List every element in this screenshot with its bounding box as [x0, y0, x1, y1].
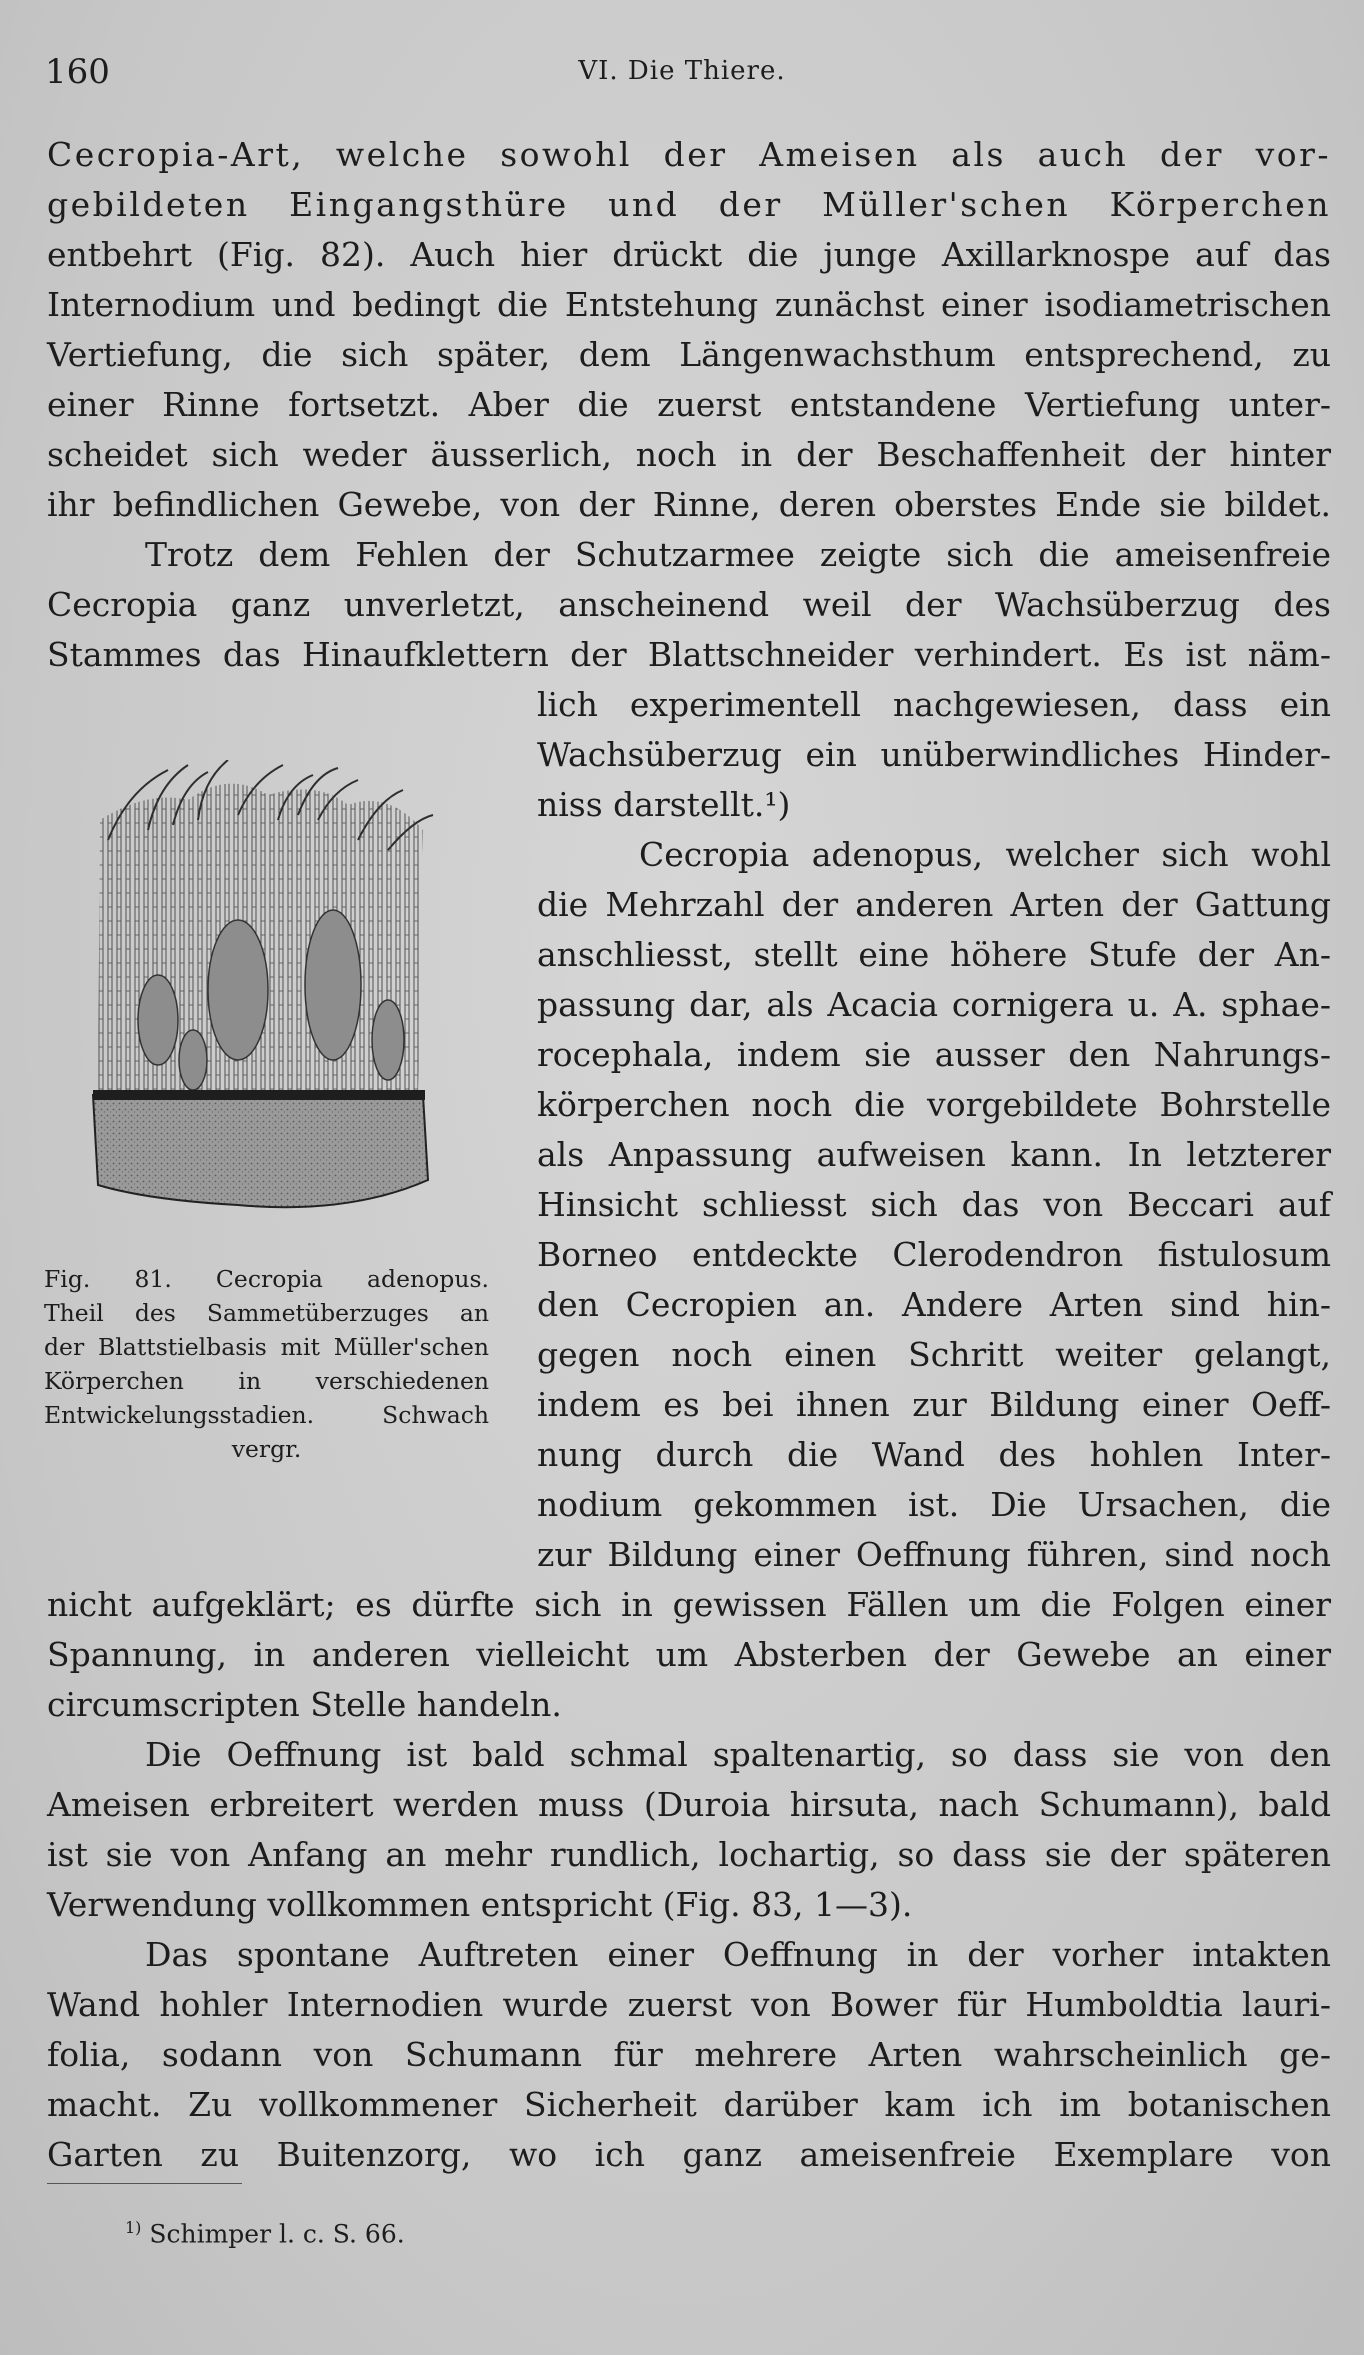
text-line: zur Bildung einer Oeffnung führen, sind noch — [537, 1535, 1331, 1574]
text-line: nung durch die Wand des hohlen Inter- — [537, 1435, 1331, 1474]
text-line: Hinsicht schliesst sich das von Beccari auf — [537, 1185, 1331, 1224]
text-line: den Cecropien an. Andere Arten sind hin- — [537, 1285, 1331, 1324]
footnote — [125, 2218, 405, 2248]
text-line: körperchen noch die vorgebildete Bohrstelle — [537, 1085, 1331, 1124]
text-line: Vertiefung, die sich später, dem Längenwachsthum entsprechend, zu — [47, 335, 1331, 374]
text-line: Das spontane Auftreten einer Oeffnung in der vorher intakten — [145, 1935, 1331, 1974]
text-line: gegen noch einen Schritt weiter gelangt, — [537, 1335, 1331, 1374]
text-line: gebildeten Eingangsthüre und der Müller'schen Körperchen — [47, 185, 1331, 224]
figure-caption-line: Körperchen in verschiedenen — [44, 1367, 489, 1395]
text-line: folia, sodann von Schumann für mehrere Arten wahrscheinlich ge- — [47, 2035, 1331, 2074]
text-line: ist sie von Anfang an mehr rundlich, lochartig, so dass sie der späteren — [47, 1835, 1331, 1874]
text-line: Stammes das Hinaufklettern der Blattschneider verhindert. Es ist näm- — [47, 635, 1331, 674]
text-line: Wachsüberzug ein unüberwindliches Hinder- — [537, 735, 1331, 774]
text-line: Die Oeffnung ist bald schmal spaltenartig, so dass sie von den — [145, 1735, 1331, 1774]
footnote-divider — [47, 2183, 242, 2184]
figure-caption-line: Entwickelungsstadien. Schwach — [44, 1401, 489, 1429]
text-line: nodium gekommen ist. Die Ursachen, die — [537, 1485, 1331, 1524]
text-line: nicht aufgeklärt; es dürfte sich in gewissen Fällen um die Folgen einer — [47, 1585, 1331, 1624]
text-line: anschliesst, stellt eine höhere Stufe der An- — [537, 935, 1331, 974]
text-line: lich experimentell nachgewiesen, dass ein — [537, 685, 1331, 724]
figure-illustration — [88, 760, 488, 1235]
text-line: rocephala, indem sie ausser den Nahrungs- — [537, 1035, 1331, 1074]
figure-caption-line: der Blattstielbasis mit Müller'schen — [44, 1333, 489, 1361]
text-line: Spannung, in anderen vielleicht um Absterben der Gewebe an einer — [47, 1635, 1331, 1674]
text-line: als Anpassung aufweisen kann. In letzterer — [537, 1135, 1331, 1174]
text-line: Verwendung vollkommen entspricht (Fig. 83, 1—3). — [47, 1885, 913, 1924]
text-line: Trotz dem Fehlen der Schutzarmee zeigte sich die ameisenfreie — [145, 535, 1331, 574]
text-line: passung dar, als Acacia cornigera u. A. sphae- — [537, 985, 1331, 1024]
text-line: einer Rinne fortsetzt. Aber die zuerst entstandene Vertiefung unter- — [47, 385, 1331, 424]
text-line: Wand hohler Internodien wurde zuerst von Bower für Humboldtia lauri- — [47, 1985, 1331, 2024]
figure-caption-line: Theil des Sammetüberzuges an — [44, 1299, 489, 1327]
text-line: Cecropia adenopus, welcher sich wohl — [639, 835, 1331, 874]
text-line: die Mehrzahl der anderen Arten der Gattung — [537, 885, 1331, 924]
text-line: ihr befindlichen Gewebe, von der Rinne, deren oberstes Ende sie bildet. — [47, 485, 1331, 524]
figure-caption-line: Fig. 81. Cecropia adenopus. — [44, 1265, 489, 1293]
text-line: macht. Zu vollkommener Sicherheit darüber kam ich im botanischen — [47, 2085, 1331, 2124]
figure-caption-line: vergr. — [231, 1435, 302, 1463]
page-number: 160 — [45, 52, 110, 92]
page-header — [45, 52, 1319, 92]
text-line: Borneo entdeckte Clerodendron fistulosum — [537, 1235, 1331, 1274]
text-line: Garten zu Buitenzorg, wo ich ganz ameisenfreie Exemplare von — [47, 2135, 1331, 2174]
text-line: circumscripten Stelle handeln. — [47, 1685, 562, 1724]
text-line: Cecropia-Art, welche sowohl der Ameisen als auch der vor- — [47, 135, 1331, 174]
text-line: Internodium und bedingt die Entstehung zunächst einer isodiametrischen — [47, 285, 1331, 324]
text-line: Ameisen erbreitert werden muss (Duroia hirsuta, nach Schumann), bald — [47, 1785, 1331, 1824]
text-line: entbehrt (Fig. 82). Auch hier drückt die junge Axillarknospe auf das — [47, 235, 1331, 274]
footnote-text: Schimper l. c. S. 66. — [149, 2219, 405, 2249]
running-title: VI. Die Thiere. — [578, 56, 786, 86]
text-line: niss darstellt.¹) — [537, 785, 791, 824]
text-line: scheidet sich weder äusserlich, noch in der Beschaffenheit der hinter — [47, 435, 1331, 474]
text-line: Cecropia ganz unverletzt, anscheinend weil der Wachsüberzug des — [47, 585, 1331, 624]
text-line: indem es bei ihnen zur Bildung einer Oeff- — [537, 1385, 1331, 1424]
footnote-mark: 1) — [125, 2218, 142, 2237]
